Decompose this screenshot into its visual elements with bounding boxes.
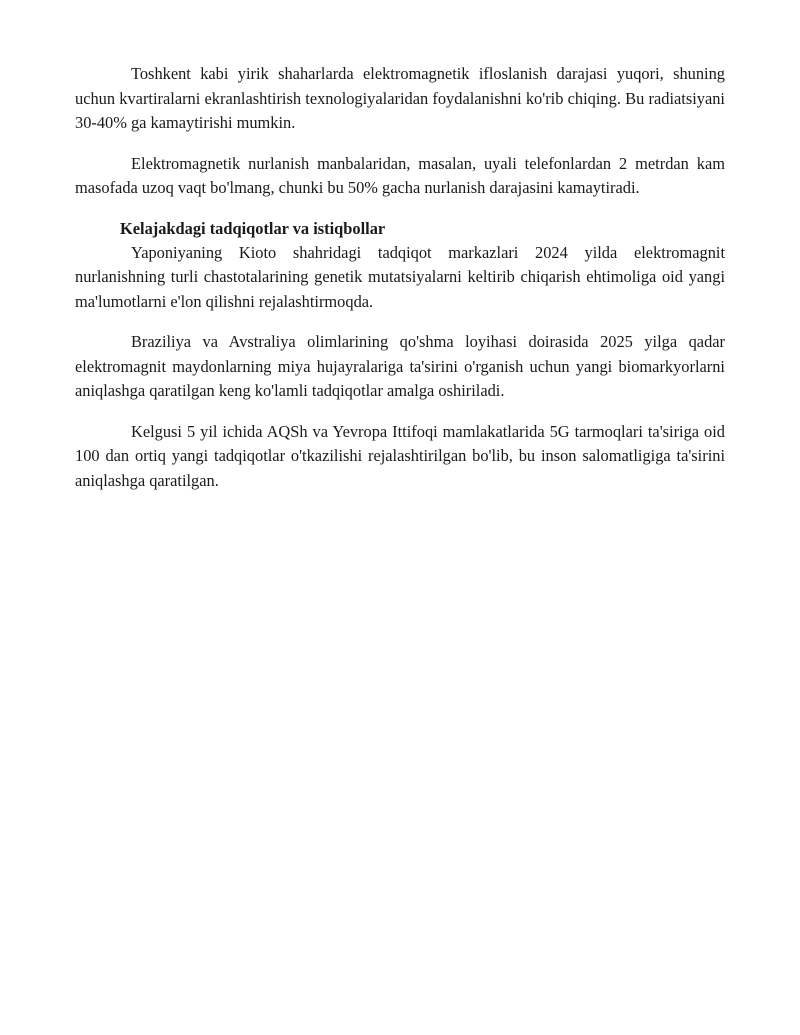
paragraph-phone-distance: Elektromagnetik nurlanish manbalaridan, masalan, uyali telefonlardan 2 metrdan kam masofada uzoq vaqt bo'lmang, chunki bu 50% gacha nurlanish darajasini kamaytiradi. bbox=[75, 153, 725, 197]
paragraph-5g-studies: Kelgusi 5 yil ichida AQSh va Yevropa Ittifoqi mamlakatlarida 5G tarmoqlari ta'siriga oid 100 dan ortiq yangi tadqiqotlar o'tkazilishi rejalashtirilgan bo'lib, bu inson salomatligiga ta'sirini aniqlashga qaratilgan. bbox=[75, 421, 725, 490]
section-heading-future-research: Kelajakdagi tadqiqotlar va istiqbollar bbox=[120, 218, 386, 238]
document-body bbox=[75, 62, 725, 493]
paragraph-toshkent-shielding: Toshkent kabi yirik shaharlarda elektromagnetik ifloslanish darajasi yuqori, shuning uchun kvartiralarni ekranlashtirish texnologiyalaridan foydalanishni ko'rib chiqing. Bu radiatsiyani 30-40% ga kamaytirishi mumkin. bbox=[75, 64, 725, 132]
paragraph-kyoto-research: Yaponiyaning Kioto shahridagi tadqiqot markazlari 2024 yilda elektromagnit nurlanishning turli chastotalarining genetik mutatsiyalarni keltirib chiqarish ehtimoliga oid yangi ma'lumotlarni e'lon qilishni rejalashtirmoqda. bbox=[75, 242, 725, 311]
paragraph-brazil-australia-project: Braziliya va Avstraliya olimlarining qo'shma loyihasi doirasida 2025 yilga qadar elektromagnit maydonlarning miya hujayralariga ta'sirini o'rganish uchun yangi biomarkyorlarni aniqlashga qaratilgan keng ko'lamli tadqiqotlar amalga oshiriladi. bbox=[75, 332, 725, 400]
